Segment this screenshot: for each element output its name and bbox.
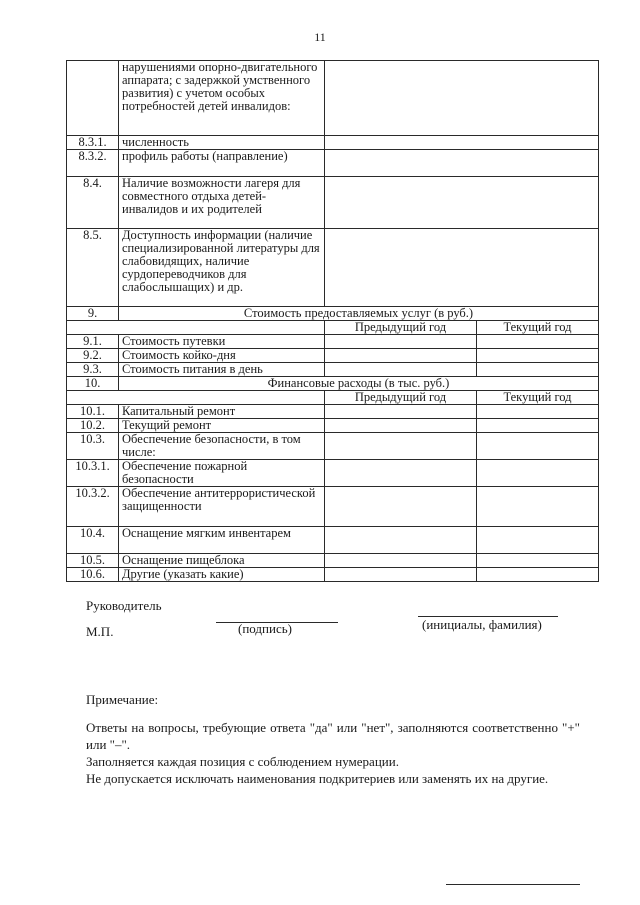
row-label-cell: Стоимость путевки [119, 335, 325, 349]
table-row [67, 487, 599, 527]
row-label-cell: Наличие возможности лагеря для совместного отдыха детей-инвалидов и их родителей [119, 177, 325, 229]
row-label-cell: Стоимость питания в день [119, 363, 325, 377]
row-number-cell: 8.3.2. [67, 150, 119, 177]
column-header-current-year: Текущий год [477, 391, 599, 405]
row-label-cell: Другие (указать какие) [119, 568, 325, 582]
row-number-cell: 10.3. [67, 433, 119, 460]
column-header-row [67, 391, 599, 405]
row-label-cell: нарушениями опорно-двигательного аппарата; с задержкой умственного развития) с учетом особых потребностей детей инвалидов: [119, 61, 325, 136]
previous-year-cell[interactable] [325, 349, 477, 363]
table-row [67, 433, 599, 460]
previous-year-cell[interactable] [325, 335, 477, 349]
current-year-cell[interactable] [477, 568, 599, 582]
current-year-cell[interactable] [477, 335, 599, 349]
previous-year-cell[interactable] [325, 487, 477, 527]
value-cell[interactable] [325, 136, 599, 150]
row-number-cell [67, 61, 119, 136]
table-row [67, 568, 599, 582]
table-row [67, 363, 599, 377]
signature-caption: (подпись) [238, 621, 292, 636]
footer-divider [446, 884, 580, 885]
note-paragraph: Ответы на вопросы, требующие ответа "да" или "нет", заполняются соответственно "+" или "–". [86, 720, 580, 752]
table-row [67, 177, 599, 229]
current-year-cell[interactable] [477, 363, 599, 377]
table-row [67, 554, 599, 568]
current-year-cell[interactable] [477, 460, 599, 487]
row-label-cell: Капитальный ремонт [119, 405, 325, 419]
section-title-cell: Стоимость предоставляемых услуг (в руб.) [119, 307, 599, 321]
table-row [67, 527, 599, 554]
row-label-cell: Доступность информации (наличие специализированной литературы для слабовидящих, наличие сурдопереводчиков для слабослышащих) и др. [119, 229, 325, 307]
current-year-cell[interactable] [477, 419, 599, 433]
row-label-cell: Обеспечение пожарной безопасности [119, 460, 325, 487]
column-header-row [67, 321, 599, 335]
note-paragraph: Заполняется каждая позиция с соблюдением нумерации. [86, 754, 399, 769]
notes-title: Примечание: [86, 692, 159, 707]
section-header-row [67, 307, 599, 321]
row-number-cell: 10.3.2. [67, 487, 119, 527]
value-cell[interactable] [325, 177, 599, 229]
table-row [67, 460, 599, 487]
table-row [67, 335, 599, 349]
row-number-cell: 10.2. [67, 419, 119, 433]
form-table [66, 60, 599, 582]
notes-body [86, 719, 580, 787]
value-cell[interactable] [325, 150, 599, 177]
row-label-cell: Оснащение мягким инвентарем [119, 527, 325, 554]
row-number-cell: 9.1. [67, 335, 119, 349]
value-cell[interactable] [325, 61, 599, 136]
table-row [67, 150, 599, 177]
previous-year-cell[interactable] [325, 363, 477, 377]
current-year-cell[interactable] [477, 527, 599, 554]
current-year-cell[interactable] [477, 405, 599, 419]
row-label-cell: численность [119, 136, 325, 150]
table-row [67, 229, 599, 307]
current-year-cell[interactable] [477, 487, 599, 527]
row-label-cell: Стоимость койко-дня [119, 349, 325, 363]
row-number-cell: 9.3. [67, 363, 119, 377]
row-label-cell: Обеспечение антитеррористической защищенности [119, 487, 325, 527]
empty-header-cell [67, 391, 325, 405]
row-number-cell: 8.4. [67, 177, 119, 229]
empty-header-cell [67, 321, 325, 335]
previous-year-cell[interactable] [325, 405, 477, 419]
section-title-cell: Финансовые расходы (в тыс. руб.) [119, 377, 599, 391]
stamp-label: М.П. [86, 624, 114, 639]
previous-year-cell[interactable] [325, 419, 477, 433]
table-row [67, 349, 599, 363]
section-header-row [67, 377, 599, 391]
row-label-cell: Текущий ремонт [119, 419, 325, 433]
value-cell[interactable] [325, 229, 599, 307]
row-number-cell: 10.6. [67, 568, 119, 582]
note-paragraph: Не допускается исключать наименования подкритериев или заменять их на другие. [86, 771, 549, 786]
table-row [67, 419, 599, 433]
section-number-cell: 9. [67, 307, 119, 321]
row-number-cell: 10.1. [67, 405, 119, 419]
column-header-current-year: Текущий год [477, 321, 599, 335]
column-header-previous-year: Предыдущий год [325, 321, 477, 335]
row-number-cell: 9.2. [67, 349, 119, 363]
row-label-cell: профиль работы (направление) [119, 150, 325, 177]
previous-year-cell[interactable] [325, 527, 477, 554]
current-year-cell[interactable] [477, 554, 599, 568]
row-number-cell: 10.4. [67, 527, 119, 554]
row-number-cell: 8.3.1. [67, 136, 119, 150]
table-row [67, 405, 599, 419]
page-number: 11 [314, 30, 326, 44]
table-row [67, 61, 599, 136]
name-caption: (инициалы, фамилия) [422, 617, 542, 632]
section-number-cell: 10. [67, 377, 119, 391]
previous-year-cell[interactable] [325, 554, 477, 568]
previous-year-cell[interactable] [325, 568, 477, 582]
row-number-cell: 8.5. [67, 229, 119, 307]
row-number-cell: 10.5. [67, 554, 119, 568]
previous-year-cell[interactable] [325, 460, 477, 487]
previous-year-cell[interactable] [325, 433, 477, 460]
current-year-cell[interactable] [477, 349, 599, 363]
current-year-cell[interactable] [477, 433, 599, 460]
table-row [67, 136, 599, 150]
row-number-cell: 10.3.1. [67, 460, 119, 487]
row-label-cell: Обеспечение безопасности, в том числе: [119, 433, 325, 460]
row-label-cell: Оснащение пищеблока [119, 554, 325, 568]
head-label: Руководитель [86, 598, 162, 613]
column-header-previous-year: Предыдущий год [325, 391, 477, 405]
